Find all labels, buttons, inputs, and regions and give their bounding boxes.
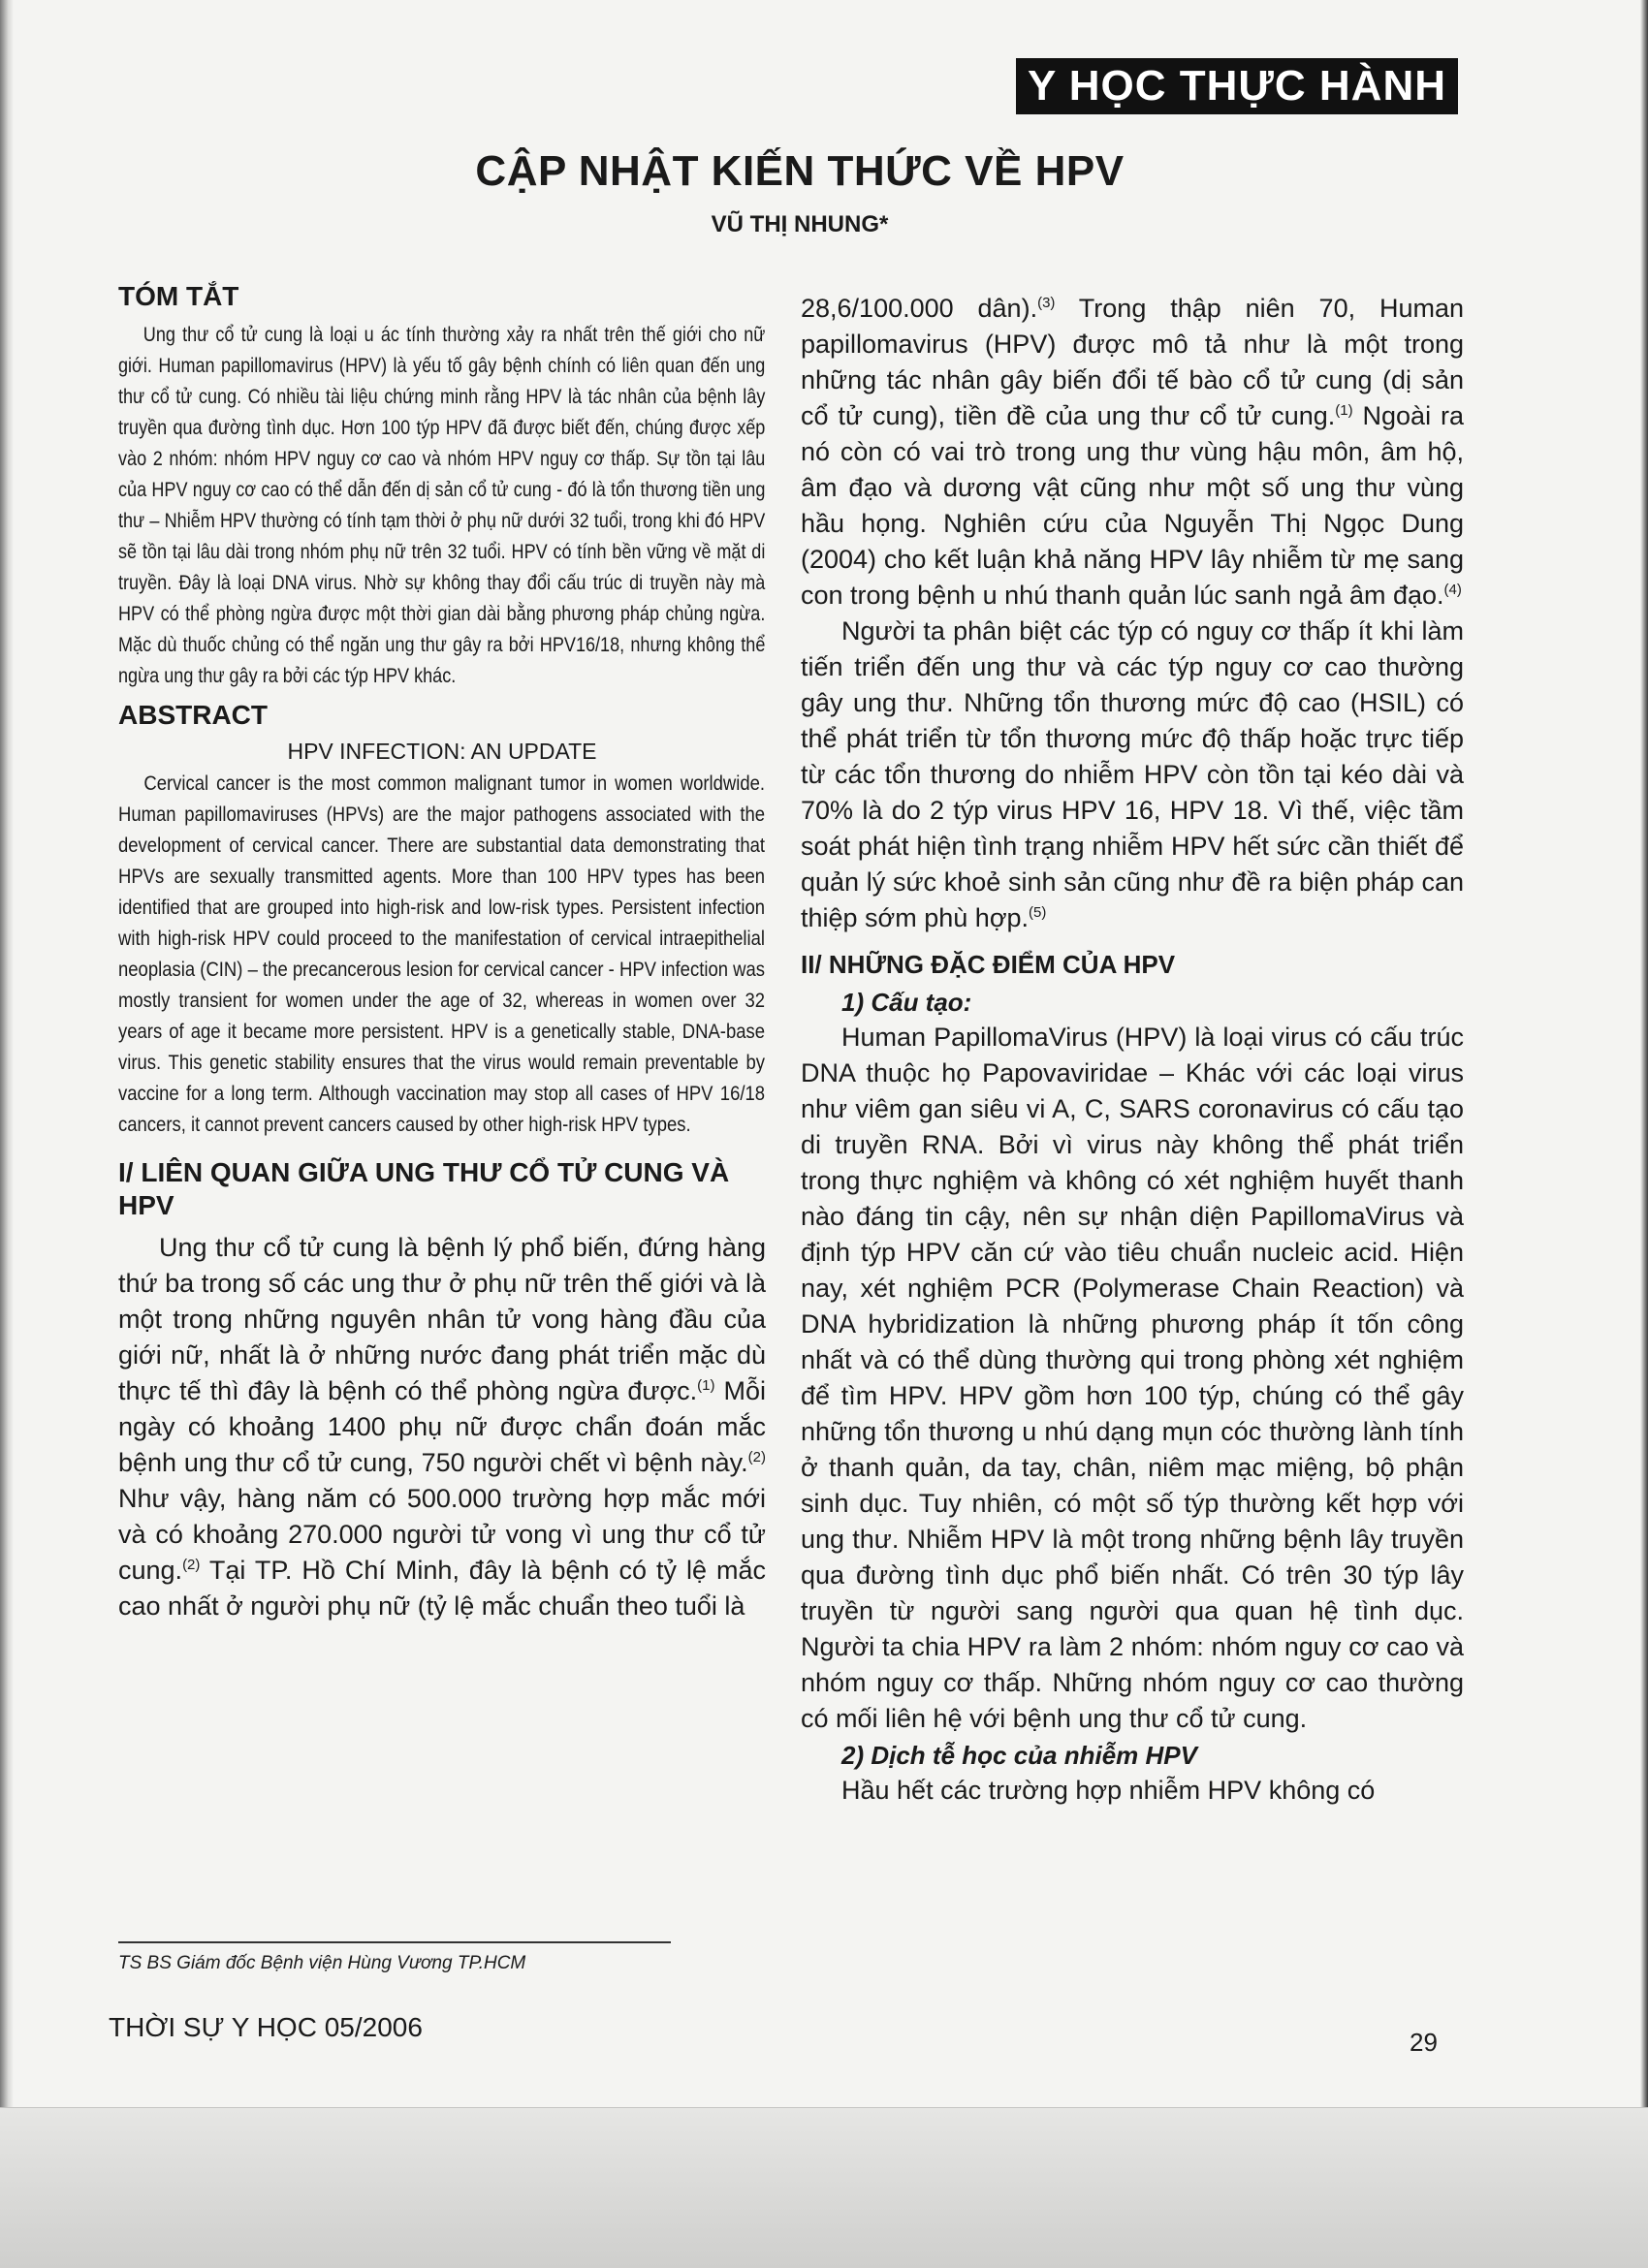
left-column bbox=[118, 281, 766, 1624]
section1-paragraph-continued bbox=[801, 291, 1464, 614]
section1-cont-b: Trong thập niên 70, Human papillomavirus (HPV) được mô tả như là một trong những tác nhân gây biến đổi tế bào cổ tử cung (dị sản cổ tử cung), tiền đề của ung thư cổ tử cung. bbox=[801, 294, 1465, 430]
citation: (3) bbox=[1037, 295, 1056, 311]
citation: (2) bbox=[182, 1557, 201, 1573]
footnote-divider bbox=[118, 1941, 671, 1943]
article-title: CẬP NHẬT KIẾN THỨC VỀ HPV bbox=[475, 147, 1125, 195]
section1-p2-text: Người ta phân biệt các týp có nguy cơ thấp ít khi làm tiến triển đến ung thư và các týp nguy cơ cao thường gây ung thư. Những tổn thương mức độ cao (HSIL) có thể phát triển từ tổn thương mức độ thấp hoặc trực tiếp từ các tổn thương do nhiễm HPV còn tồn tại kéo dài và 70% là do 2 týp virus HPV 16, HPV 18. Vì thế, việc tầm soát phát hiện tình trạng nhiễm HPV hết sức cần thiết để quản lý sức khoẻ sinh sản cũng như đề ra biện pháp can thiệp sớm phù hợp. bbox=[801, 616, 1464, 932]
section1-cont-c: Ngoài ra nó còn có vai trò trong ung thư vùng hậu môn, âm hộ, âm đạo và dương vật cũng như một số ung thư vùng hầu họng. Nghiên cứu của Nguyễn Thị Ngọc Dung (2004) cho kết luận khả năng HPV lây nhiễm từ mẹ sang con trong bệnh u nhú thanh quản lúc sanh ngả âm đạo. bbox=[801, 401, 1464, 610]
section1-text-d: Tại TP. Hồ Chí Minh, đây là bệnh có tỷ lệ mắc cao nhất ở người phụ nữ (tỷ lệ mắc chuẩn theo tuổi là bbox=[118, 1556, 766, 1621]
section1-paragraph bbox=[118, 1230, 766, 1624]
abstract-title: HPV INFECTION: AN UPDATE bbox=[287, 739, 597, 764]
author-footnote: TS BS Giám đốc Bệnh viện Hùng Vương TP.HCM bbox=[118, 1953, 526, 1973]
summary-heading: TÓM TẮT bbox=[118, 281, 239, 311]
journal-footer: THỜI SỰ Y HỌC 05/2006 bbox=[109, 2012, 423, 2042]
section1-text-a: Ung thư cổ tử cung là bệnh lý phổ biến, đứng hàng thứ ba trong số các ung thư ở phụ nữ trên thế giới và là một trong những nguyên nhân tử vong hàng đầu của giới nữ, nhất là ở những nước đang phát triển mặc dù thực tế thì đây là bệnh có thể phòng ngừa được. bbox=[118, 1233, 766, 1405]
author-name: VŨ THỊ NHUNG* bbox=[711, 211, 889, 237]
right-column bbox=[801, 291, 1464, 1809]
section1-text-c: Như vậy, hàng năm có 500.000 trường hợp mắc mới và có khoảng 270.000 người tử vong vì ung thư cổ tử cung. bbox=[118, 1484, 766, 1585]
citation: (5) bbox=[1029, 904, 1047, 921]
subsection-structure-heading: 1) Cấu tạo: bbox=[841, 988, 972, 1017]
subsection-structure-text: Human PapillomaVirus (HPV) là loại virus có cấu trúc DNA thuộc họ Papovaviridae – Khác với các loại virus như viêm gan siêu vi A, C, SARS coronavirus có cấu tạo di truyền RNA. Bởi vì virus này không thể phát triển trong thực nghiệm và không có xét nghiệm huyết thanh nào đáng tin cậy, nên sự nhận diện PapillomaVirus và định týp HPV căn cứ vào tiêu chuẩn nucleic acid. Hiện nay, xét nghiệm PCR (Polymerase Chain Reaction) và DNA hybridization là những phương pháp ít tốn công nhất và có thể dùng thường qui trong phòng xét nghiệm để tìm HPV. HPV gồm hơn 100 týp, chúng có thể gây những tổn thương u nhú dạng mụn cóc thường lành tính ở thanh quản, da tay, chân, niêm mạc miệng, bộ phận sinh dục. Tuy nhiên, có một số týp thường kết hợp với ung thư. Nhiễm HPV là một trong những bệnh lây truyền qua đường tình dục phổ biến nhất. Có trên 30 týp lây truyền từ người sang người qua quan hệ tình dục. Người ta chia HPV ra làm 2 nhóm: nhóm nguy cơ cao và nhóm nguy cơ thấp. Những nhóm nguy cơ cao thường có mối liên hệ với bệnh ung thư cổ tử cung. bbox=[801, 1023, 1464, 1733]
abstract-text: Cervical cancer is the most common malignant tumor in women worldwide. Human papillomaviruses (HPVs) are the major pathogens associated with the development of cervical cancer. There are substantial data demonstrating that HPVs are sexually transmitted agents. More than 100 HPV types has been identified that are grouped into high-risk and low-risk types. Persistent infection with high-risk HPV could proceed to the manifestation of cervical intraepithelial neoplasia (CIN) – the precancerous lesion for cervical cancer - HPV infection was mostly transient for women under the age of 32, whereas in women over 32 years of age it became more persistent. HPV is a genetically stable, DNA-base virus. This genetic stability ensures that the virus would remain preventable by vaccine for a long term. Although vaccination may stop all cases of HPV 16/18 cancers, it cannot prevent cancers caused by other high-risk HPV types. bbox=[118, 772, 766, 1136]
scan-background bbox=[0, 2107, 1648, 2268]
section1-cont-a: 28,6/100.000 dân). bbox=[801, 294, 1038, 323]
section1-text-b: Mỗi ngày có khoảng 1400 phụ nữ được chẩn đoán mắc bệnh ung thư cổ tử cung, 750 người chết vì bệnh này. bbox=[118, 1376, 766, 1477]
section1-paragraph-2 bbox=[801, 614, 1464, 936]
subsection-epidemiology-heading: 2) Dịch tễ học của nhiễm HPV bbox=[841, 1741, 1197, 1770]
citation: (4) bbox=[1443, 582, 1462, 598]
subsection-epidemiology-text: Hầu hết các trường hợp nhiễm HPV không có bbox=[841, 1776, 1376, 1805]
abstract-heading: ABSTRACT bbox=[118, 700, 268, 730]
citation: (1) bbox=[697, 1377, 715, 1394]
citation: (1) bbox=[1335, 402, 1353, 419]
page-number: 29 bbox=[1410, 2028, 1438, 2057]
citation: (2) bbox=[747, 1449, 766, 1465]
section2-heading: II/ NHỮNG ĐẶC ĐIỂM CỦA HPV bbox=[801, 950, 1176, 979]
page-edge-right bbox=[1640, 0, 1648, 2268]
section1-heading: I/ LIÊN QUAN GIỮA UNG THƯ CỔ TỬ CUNG VÀ HPV bbox=[118, 1157, 730, 1220]
summary-text: Ung thư cổ tử cung là loại u ác tính thường xảy ra nhất trên thế giới cho nữ giới. Human papillomavirus (HPV) là yếu tố gây bệnh chính có liên quan đến ung thư cổ tử cung. Có nhiều tài liệu chứng minh rằng HPV là tác nhân của bệnh lây truyền qua đường tình dục. Hơn 100 týp HPV đã được biết đến, chúng được xếp vào 2 nhóm: nhóm HPV nguy cơ cao và nhóm HPV nguy cơ thấp. Sự tồn tại lâu của HPV nguy cơ cao có thể dẫn đến dị sản cổ tử cung - đó là tổn thương tiền ung thư – Nhiễm HPV thường có tính tạm thời ở phụ nữ dưới 32 tuổi, trong khi đó HPV sẽ tồn tại lâu dài trong nhóm phụ nữ trên 32 tuổi. HPV có tính bền vững về mặt di truyền. Đây là loại DNA virus. Nhờ sự không thay đổi cấu trúc di truyền này mà HPV có thể phòng ngừa được một thời gian dài bằng phương pháp chủng ngừa. Mặc dù thuốc chủng có thể ngăn ung thư gây ra bởi HPV16/18, nhưng không thể ngừa ung thư gây ra bởi các týp HPV khác. bbox=[118, 324, 766, 687]
page-edge-left bbox=[0, 0, 14, 2268]
section-tag: Y HỌC THỰC HÀNH bbox=[1016, 58, 1458, 114]
